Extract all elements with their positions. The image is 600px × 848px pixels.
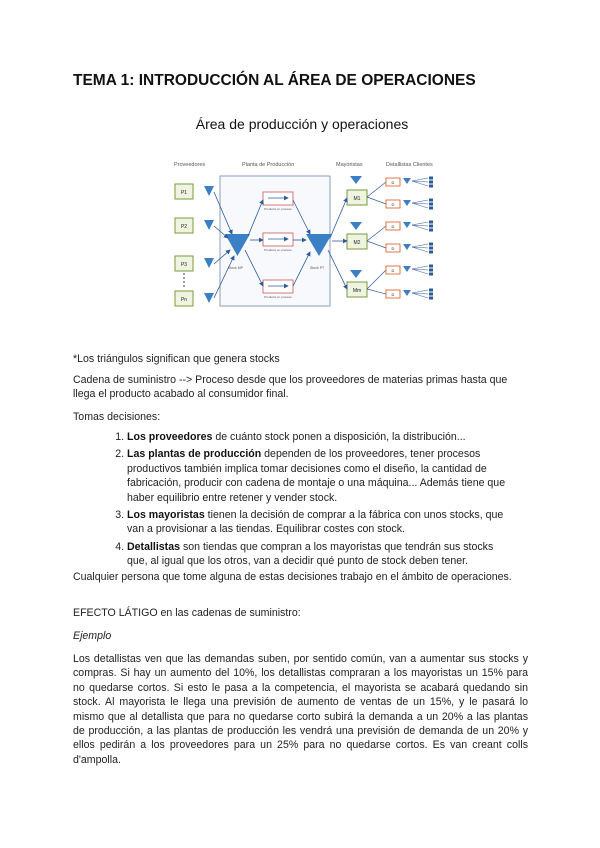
stock-triangle (403, 200, 411, 206)
supplier-p3 (175, 256, 214, 271)
arrow-to-client (412, 222, 428, 225)
retailer-label: D (391, 202, 395, 207)
arrow-to-client (412, 266, 428, 269)
finished-stock-label: Stock PT (310, 266, 325, 270)
stock-triangle (403, 290, 411, 296)
arrow-to-client (412, 200, 428, 203)
supplier-pn (175, 291, 214, 306)
stock-triangle (403, 178, 411, 184)
arrow-to-retailer (367, 226, 386, 241)
svg-text:Producto en proceso: Producto en proceso (264, 248, 292, 252)
client-icon (429, 229, 433, 232)
stock-triangle (204, 293, 214, 303)
svg-text:Producto en proceso: Producto en proceso (264, 207, 292, 211)
svg-text:M2: M2 (353, 240, 361, 246)
retailers-group (367, 177, 433, 300)
decisions-intro: Tomas decisiones: (73, 411, 161, 423)
client-icon (429, 203, 433, 206)
client-icon (429, 185, 433, 188)
header-proveedores: Proveedores (174, 162, 206, 168)
client-icon (429, 289, 433, 292)
arrow-to-retailer (367, 241, 386, 248)
arrow-to-client (412, 244, 428, 247)
client-icon (429, 243, 433, 246)
svg-text:Pn: Pn (180, 297, 188, 303)
svg-text:P3: P3 (180, 262, 188, 268)
raw-stock-label: Stock MP (228, 266, 243, 270)
retailer-label: D (391, 268, 395, 273)
client-icon (429, 273, 433, 276)
arrow-to-client (412, 290, 428, 293)
anyone-paragraph: Cualquier persona que tome alguna de estas decisiones trabajo en el ámbito de operaciones. (73, 571, 512, 583)
diagram-canvas (170, 110, 450, 325)
svg-text:P2: P2 (180, 224, 188, 230)
example-paragraph: Los detallistas ven que las demandas suben, por sentido común, van a aumentar sus stocks y compras. Si hay un aumento del 10%, los detallistas compraran a los mayoristas un 15% para no quedarse cortos. Si esto le pasa a la competencia, el mayorista se acabará quedando sin stock. Al mayorista le llega una previsión de aumento de ventas de un 15%, y le pasará lo mismo que al detallista que para no quedarse corto subirá la demanda a un 20% a las plantas de producción, a las plantas de producción les vendrá una previsión de demanda de un 20% y ellos pedirán a los proveedores para un 25% para no quedarse cortos. Es van creant colls d'ampolla. (73, 653, 528, 766)
retailer-label: D (391, 292, 395, 297)
client-icon (429, 225, 433, 228)
svg-text:Mm: Mm (352, 288, 362, 294)
wholesaler-mm (347, 282, 367, 297)
header-planta: Planta de Producción (242, 162, 295, 168)
arrow-to-retailer (367, 289, 386, 294)
stock-triangle (204, 258, 214, 268)
header-detallistas: Detallistas Clientes (386, 162, 433, 168)
client-icon (429, 199, 433, 202)
client-icon (429, 293, 433, 296)
header-mayoristas: Mayoristas (336, 162, 363, 168)
svg-text:P1: P1 (180, 190, 188, 196)
retailer-label: D (391, 246, 395, 251)
example-title: Ejemplo (73, 630, 112, 642)
list-item: 2. Las plantas de producción dependen de los proveedores, tener procesos productivos también implica tomar decisiones como el diseño, la cantidad de fabricación, producir con cadena de montaje o una máquina... Además tiene que haber equilibrio entre retener y vender stock. (127, 447, 528, 505)
stock-triangle (403, 222, 411, 228)
client-icon (429, 207, 433, 210)
supplier-p2 (175, 218, 214, 233)
svg-text:M1: M1 (353, 196, 361, 202)
wholesaler-m1 (347, 190, 367, 205)
stock-triangle (204, 220, 214, 230)
process-box (263, 233, 293, 252)
process-box (263, 280, 293, 299)
stock-triangle (204, 186, 214, 196)
client-icon (429, 247, 433, 250)
client-icon (429, 181, 433, 184)
client-icon (429, 265, 433, 268)
arrow-to-retailer (367, 182, 386, 197)
arrow-to-retailer (367, 270, 386, 289)
stock-triangle (403, 244, 411, 250)
page-title: TEMA 1: INTRODUCCIÓN AL ÁREA DE OPERACIONES (73, 72, 476, 89)
client-icon (429, 221, 433, 224)
process-box (263, 192, 293, 211)
decisions-list (73, 430, 528, 572)
bullwhip-heading: EFECTO LÁTIGO en las cadenas de suministro: (73, 607, 301, 619)
retailer-label: D (391, 180, 395, 185)
client-icon (429, 251, 433, 254)
supply-chain-definition: Cadena de suministro --> Proceso desde que los proveedores de materias primas hasta que llega el producto acabado al consumidor final. (73, 374, 508, 401)
triangles-note: *Los triángulos significan que genera stocks (73, 353, 280, 365)
diagram-title: Área de producción y operaciones (195, 116, 409, 132)
supplier-p1 (175, 184, 214, 199)
production-diagram (170, 110, 450, 325)
list-item: 1. Los proveedores de cuánto stock ponen a disposición, la distribución... (127, 430, 528, 444)
retailer-label: D (391, 224, 395, 229)
client-icon (429, 177, 433, 180)
list-item: 4. Detallistas son tiendas que compran a los mayoristas que tendrán sus stocks que, al igual que los otros, van a decidir qué punto de stock deben tener. (127, 540, 528, 569)
stock-triangle (403, 266, 411, 272)
list-item: 3. Los mayoristas tienen la decisión de comprar a la fábrica con unos stocks, que van a provisionar a las tiendas. Equilibrar costes con stock. (127, 508, 528, 537)
arrow-to-retailer (367, 197, 386, 204)
client-icon (429, 297, 433, 300)
client-icon (429, 269, 433, 272)
wholesaler-m2 (347, 234, 367, 249)
arrow-to-client (412, 178, 428, 181)
svg-text:Producto en proceso: Producto en proceso (264, 295, 292, 299)
